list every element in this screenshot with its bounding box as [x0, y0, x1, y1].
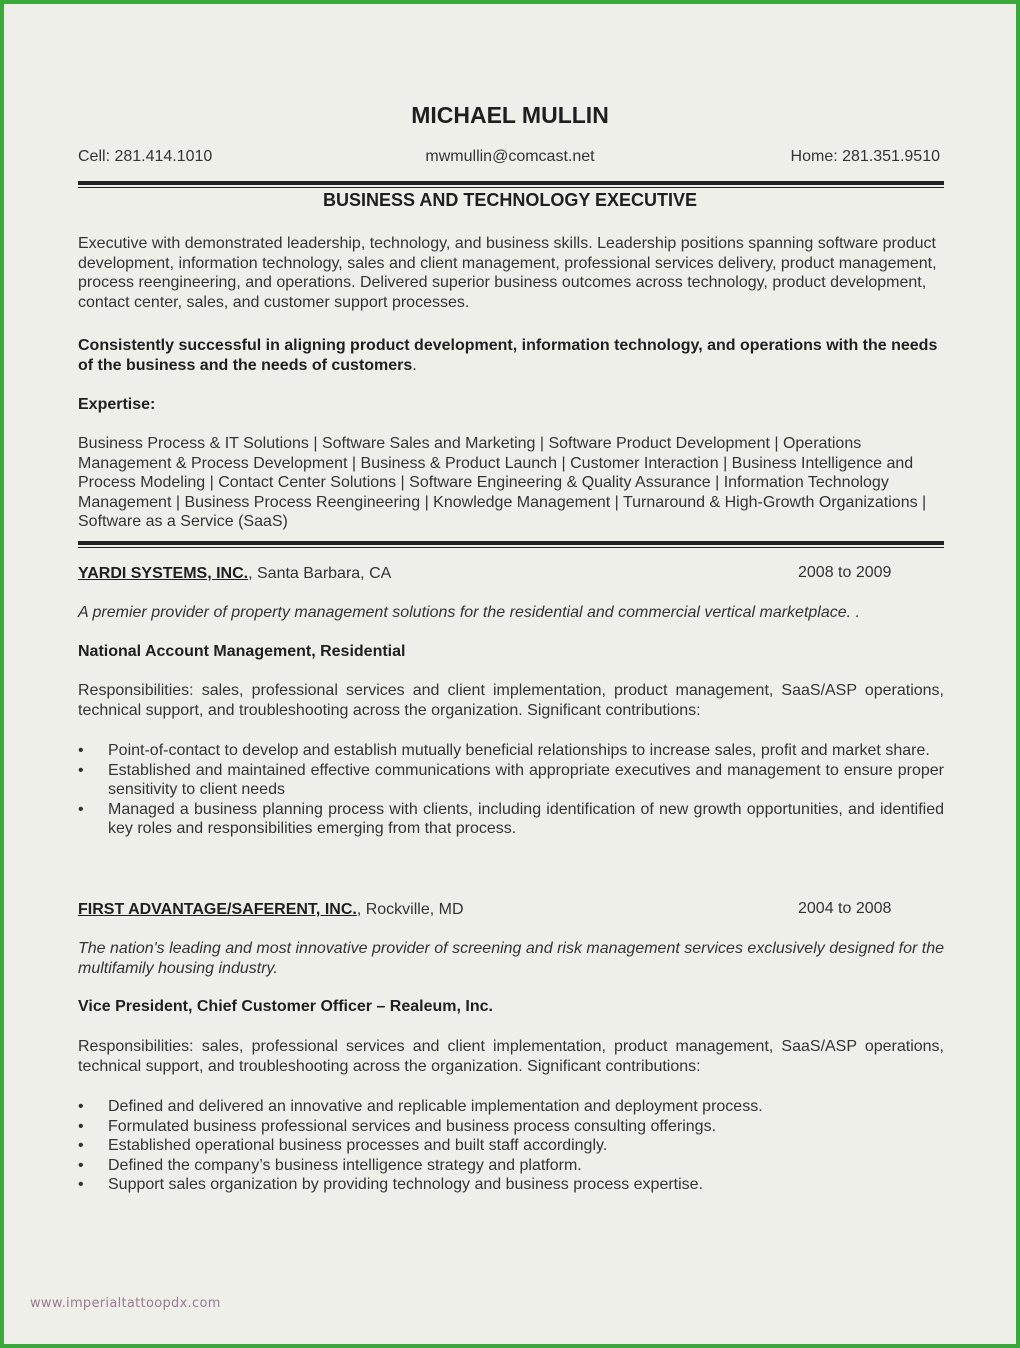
bullet-marker: • — [78, 1117, 84, 1135]
job-1-company: YARDI SYSTEMS, INC. — [78, 565, 249, 582]
job-2-responsibilities: Responsibilities: sales, professional services and client implementation, product management, SaaS/ASP operations, technical support, and troubleshooting across the organization. Significant contributions: — [78, 1038, 944, 1075]
bullet-text: Point-of-contact to develop and establish mutually beneficial relationships to increase sales, profit and market share. — [108, 742, 930, 759]
job-1-location: , Santa Barbara, CA — [248, 565, 392, 582]
highlight-text: Consistently successful in aligning product development, information technology, and operations with the needs of the business and the needs of customers — [78, 337, 938, 374]
summary-paragraph: Executive with demonstrated leadership, technology, and business skills. Leadership positions spanning software product development, information technology, sales and client management, professional services delivery, product management, process reengineering, and operations. Delivered superior business outcomes across technology, product development, contact center, sales, and customer support processes. — [78, 235, 937, 311]
job-2-dates: 2004 to 2008 — [798, 900, 892, 917]
list-item — [78, 1175, 944, 1195]
expertise-list: Business Process & IT Solutions | Software Sales and Marketing | Software Product Development | Operations Management & Process Development | Business & Product Launch | Customer Interaction | Business Intelligence and Process Modeling | Contact Center Solutions | Software Engineering & Quality Assurance | Information Technology Management | Business Process Reengineering | Knowledge Management | Turnaround & High-Growth Organizations | Software as a Service (SaaS) — [78, 435, 927, 531]
header-divider — [78, 181, 944, 185]
job-2-description: The nation's leading and most innovative provider of screening and risk management services exclusively designed for the multifamily housing industry. — [78, 940, 944, 977]
bullet-text: Established and maintained effective communications with appropriate executives and management to ensure proper sensitivity to client needs — [108, 761, 944, 799]
section-divider-thin — [78, 547, 944, 548]
bullet-marker: • — [78, 1137, 84, 1155]
bullet-text: Defined and delivered an innovative and replicable implementation and deployment process. — [108, 1098, 763, 1115]
bullet-marker: • — [78, 742, 84, 759]
professional-headline: BUSINESS AND TECHNOLOGY EXECUTIVE — [322, 190, 698, 210]
expertise-heading: Expertise: — [78, 396, 156, 413]
bullet-marker: • — [78, 1098, 84, 1115]
email-address: mwmullin@comcast.net — [425, 148, 595, 165]
job-1-description: A premier provider of property management solutions for the residential and commercial vertical marketplace. . — [78, 604, 860, 621]
bullet-text: Support sales organization by providing technology and business process expertise. — [108, 1176, 704, 1194]
list-item — [78, 1117, 944, 1137]
list-item — [78, 800, 944, 839]
watermark: www.imperialtattoopdx.com — [30, 1296, 221, 1311]
bullet-marker: • — [78, 800, 84, 818]
bullet-marker: • — [78, 1156, 84, 1174]
home-phone: Home: 281.351.9510 — [790, 148, 940, 165]
job-1-title: National Account Management, Residential — [78, 643, 406, 660]
bullet-marker: • — [78, 1176, 84, 1194]
cell-phone: Cell: 281.414.1010 — [78, 148, 213, 165]
list-item — [78, 761, 944, 800]
job-2-location: , Rockville, MD — [356, 901, 464, 918]
list-item — [78, 1136, 944, 1156]
job-2-title: Vice President, Chief Customer Officer – Realeum, Inc. — [78, 998, 493, 1015]
list-item — [78, 741, 944, 761]
job-1-responsibilities: Responsibilities: sales, professional services and client implementation, product management, SaaS/ASP operations, technical support, and troubleshooting across the organization. Significant contributions: — [78, 682, 944, 719]
job-2-company: FIRST ADVANTAGE/SAFERENT, INC. — [78, 901, 357, 918]
list-item — [78, 1156, 944, 1176]
bullet-text: Formulated business professional services and business process consulting offerings. — [108, 1117, 717, 1135]
bullet-marker: • — [78, 761, 84, 779]
summary-highlight — [78, 336, 944, 375]
list-item — [78, 1097, 944, 1117]
job-1-dates: 2008 to 2009 — [798, 564, 892, 581]
resume-page — [4, 4, 1016, 1344]
bullet-text: Defined the company’s business intelligence strategy and platform. — [108, 1156, 582, 1174]
job-2-contributions — [78, 1097, 944, 1195]
header-divider-thin — [78, 187, 944, 188]
bullet-text: Managed a business planning process with clients, including identification of new growth opportunities, and identified key roles and responsibilities emerging from that process. — [108, 800, 944, 838]
candidate-name: MICHAEL MULLIN — [411, 102, 609, 128]
section-divider — [78, 541, 944, 545]
highlight-period: . — [412, 356, 417, 374]
bullet-text: Established operational business processes and built staff accordingly. — [108, 1137, 608, 1155]
job-1-contributions — [78, 741, 944, 839]
